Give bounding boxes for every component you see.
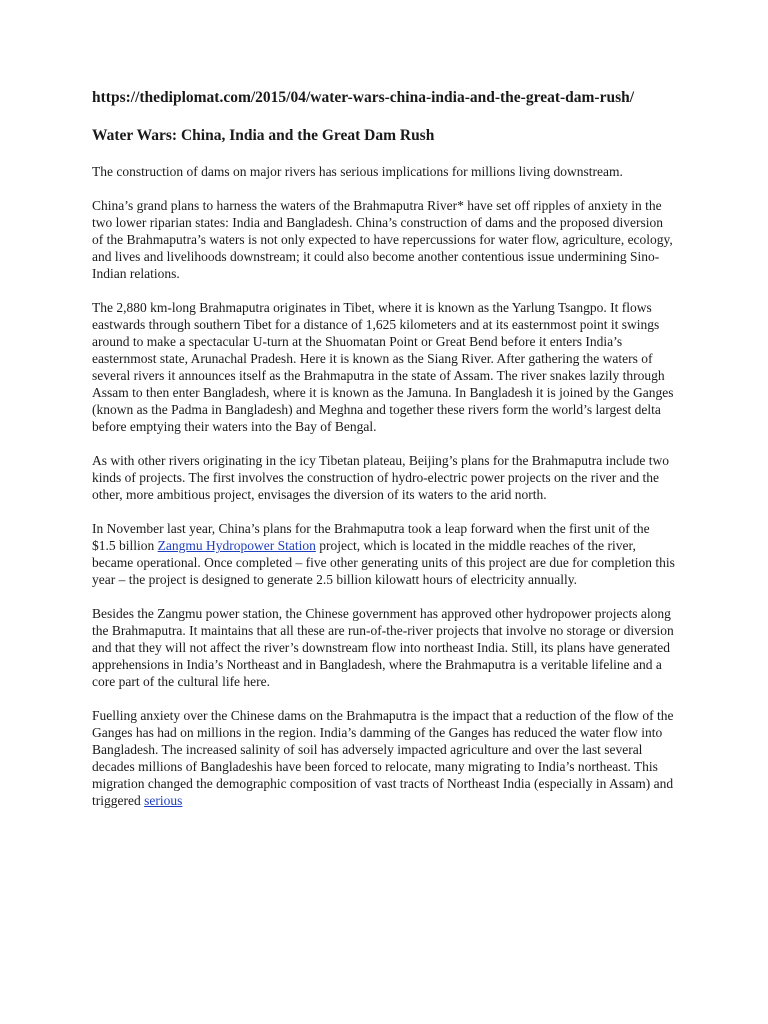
paragraph-6: Besides the Zangmu power station, the Chinese government has approved other hydropower projects along the Brahmaputra. It maintains that all these are run-of-the-river projects that involve no storage or diversion and that they will not affect the river’s downstream flow into northeast India. Still, its plans have generated apprehensions in India’s Northeast and in Bangladesh, where the Brahmaputra is a veritable lifeline and a core part of the cultural life here. xyxy=(92,606,674,689)
paragraph-7-text-before: Fuelling anxiety over the Chinese dams on the Brahmaputra is the impact that a reduction of the flow of the Ganges has had on millions in the region. India’s damming of the Ganges has reduced the water flow into Bangladesh. The increased salinity of soil has adversely impacted agriculture and over the last several decades millions of Bangladeshis have been forced to relocate, many migrating to India’s northeast. This migration changed the demographic composition of vast tracts of Northeast India (especially in Assam) and triggered xyxy=(92,708,674,808)
paragraph-1: The construction of dams on major rivers has serious implications for millions living downstream. xyxy=(92,164,623,179)
serious-link[interactable]: serious xyxy=(144,793,183,808)
zangmu-hydropower-link[interactable]: Zangmu Hydropower Station xyxy=(157,538,316,553)
paragraph-2: China’s grand plans to harness the waters of the Brahmaputra River* have set off ripples of anxiety in the two lower riparian states: India and Bangladesh. China’s construction of dams and the proposed diversion of the Brahmaputra’s waters is not only expected to have repercussions for water flow, agriculture, ecology, and lives and livelihoods downstream; it could also become another contentious issue undermining Sino-Indian relations. xyxy=(92,198,673,281)
article-title: Water Wars: China, India and the Great Dam Rush xyxy=(92,127,435,144)
paragraph-7 xyxy=(92,707,676,809)
paragraph-3: The 2,880 km-long Brahmaputra originates in Tibet, where it is known as the Yarlung Tsangpo. It flows eastwards through southern Tibet for a distance of 1,625 kilometers and at its easternmost point it swings around to make a spectacular U-turn at the Shuomatan Point or Great Bend before it enters India’s easternmost state, Arunachal Pradesh. Here it is known as the Siang River. After gathering the waters of several rivers it announces itself as the Brahmaputra in the state of Assam. The river snakes lazily through Assam to then enter Bangladesh, where it is known as the Jamuna. In Bangladesh it is joined by the Ganges (known as the Padma in Bangladesh) and Meghna and together these rivers form the world’s largest delta before emptying their waters into the Bay of Bengal. xyxy=(92,300,674,434)
source-url[interactable]: https://thediplomat.com/2015/04/water-wars-china-india-and-the-great-dam-rush/ xyxy=(92,89,635,106)
paragraph-4: As with other rivers originating in the icy Tibetan plateau, Beijing’s plans for the Brahmaputra include two kinds of projects. The first involves the construction of hydro-electric power projects on the river and the other, more ambitious project, envisages the diversion of its waters to the arid north. xyxy=(92,453,670,502)
paragraph-5 xyxy=(92,520,676,588)
paragraph-5-text-before: In November last year, China’s plans for the Brahmaputra took a leap forward when the first unit of the $1.5 billion xyxy=(92,521,650,553)
paragraph-5-text-after: project, which is located in the middle reaches of the river, became operational. Once completed – five other generating units of this project are due for completion this year – the project is designed to generate 2.5 billion kilowatt hours of electricity annually. xyxy=(92,538,675,587)
